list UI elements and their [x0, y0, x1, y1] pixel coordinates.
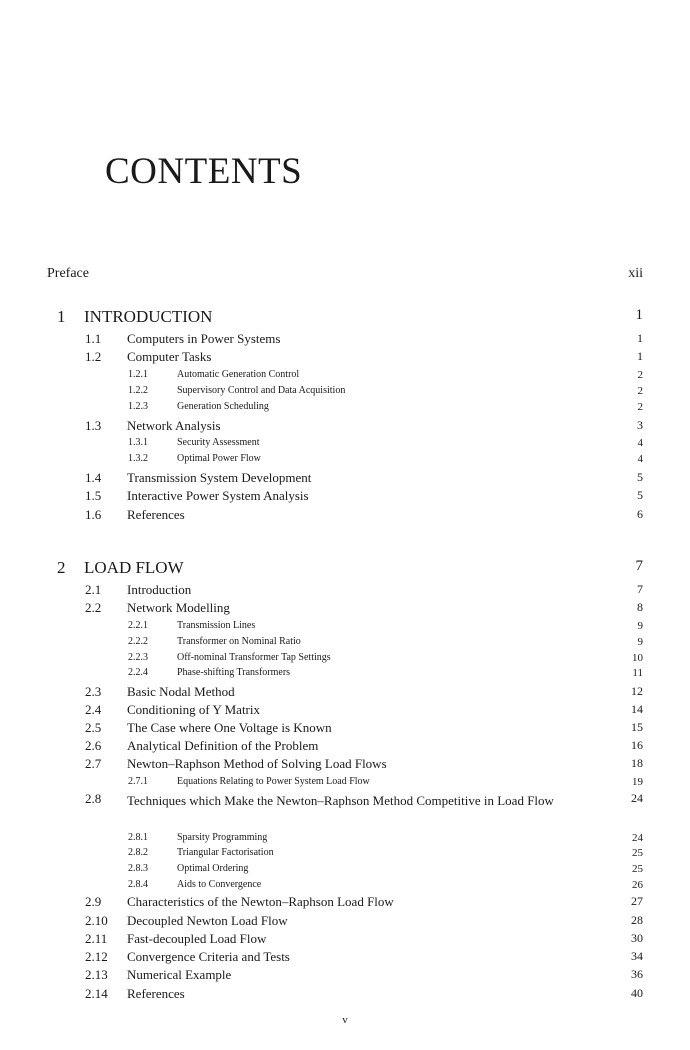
toc-entry-number: 2.8.3	[128, 863, 148, 874]
toc-entry-number: 2.12	[85, 949, 108, 964]
toc-entry-page: 9	[637, 620, 643, 632]
toc-entry-page: 1	[637, 349, 643, 363]
toc-entry-label: References	[127, 986, 185, 1001]
chapter-title: LOAD FLOW	[84, 558, 184, 577]
toc-entry-label: Network Modelling	[127, 600, 230, 615]
toc-entry-page: 1	[637, 331, 643, 345]
toc-entry-number: 2.3	[85, 684, 102, 699]
toc-entry-label: Decoupled Newton Load Flow	[127, 913, 288, 928]
toc-entry-number: 1.3.2	[128, 453, 148, 464]
toc-entry-number: 2.4	[85, 702, 102, 717]
toc-entry-number: 2.14	[85, 986, 108, 1001]
toc-entry-page: 5	[637, 470, 643, 484]
chapter-title: INTRODUCTION	[84, 307, 213, 326]
toc-entry-page: xii	[628, 266, 643, 281]
toc-entry-page: 19	[632, 776, 643, 788]
toc-entry-number: 2.2	[85, 600, 102, 615]
toc-entry-number: 1.1	[85, 331, 102, 346]
toc-entry-label: Preface	[47, 266, 89, 281]
toc-entry-label: Techniques which Make the Newton–Raphson Method Competitive in Load Flow	[127, 793, 554, 808]
toc-entry-number: 2.5	[85, 720, 102, 735]
toc-entry-page: 14	[631, 702, 643, 716]
toc-entry-number: 1.3	[85, 418, 102, 433]
toc-entry-label: Numerical Example	[127, 967, 232, 982]
toc-entry-number: 2.2.4	[128, 667, 148, 678]
toc-entry-number: 2.8.4	[128, 879, 148, 890]
toc-entry-label: Aids to Convergence	[177, 879, 262, 890]
toc-entry-label: Network Analysis	[127, 418, 221, 433]
page-title: CONTENTS	[105, 151, 303, 192]
toc-entry-label: Interactive Power System Analysis	[127, 488, 309, 503]
toc-entry-label: Fast-decoupled Load Flow	[127, 931, 267, 946]
toc-entry-number: 2.8	[85, 791, 102, 806]
toc-entry-label: Triangular Factorisation	[177, 847, 274, 858]
toc-entry-label: Transformer on Nominal Ratio	[177, 636, 301, 647]
toc-entry-number: 2.8.1	[128, 832, 148, 843]
toc-entry-number: 2.1	[85, 582, 102, 597]
toc-entry-label: Transmission System Development	[127, 470, 312, 485]
toc-entry-page: 9	[637, 636, 643, 648]
toc-entry-number: 2.2.3	[128, 652, 148, 663]
toc-entry-number: 1.2	[85, 349, 102, 364]
toc-entry-page: 4	[637, 437, 643, 449]
toc-entry-page: 16	[631, 738, 643, 752]
toc-entry-label: Generation Scheduling	[177, 401, 269, 412]
toc-entry-label: Equations Relating to Power System Load Flow	[177, 776, 370, 787]
toc-entry-label: Optimal Ordering	[177, 863, 249, 874]
toc-entry-page: 30	[631, 931, 643, 945]
page-number: v	[342, 1014, 348, 1026]
toc-entry-label: Security Assessment	[177, 437, 260, 448]
toc-entry-page: 34	[631, 949, 643, 963]
toc-entry-page: 36	[631, 967, 643, 981]
toc-entry-number: 1.2.2	[128, 385, 148, 396]
toc-entry-page: 2	[637, 401, 643, 413]
toc-entry-page: 15	[631, 720, 643, 734]
toc-entry-number: 1.5	[85, 488, 102, 503]
toc-entry-label: Introduction	[127, 582, 192, 597]
toc-entry-page: 2	[637, 385, 643, 397]
toc-entry-label: Optimal Power Flow	[177, 453, 261, 464]
toc-entry-page: 18	[631, 756, 643, 770]
toc-entry-page: 24	[632, 832, 643, 844]
toc-entry-label: Sparsity Programming	[177, 832, 268, 843]
toc-entry-page: 40	[631, 986, 643, 1000]
toc-entry-label: References	[127, 507, 185, 522]
toc-entry-label: Automatic Generation Control	[177, 369, 300, 380]
toc-entry-page: 24	[631, 791, 643, 805]
toc-entry-label: Conditioning of Y Matrix	[127, 702, 261, 717]
chapter-number: 2	[57, 558, 66, 577]
chapter-number: 1	[57, 307, 66, 326]
toc-entry-page: 10	[632, 652, 643, 664]
toc-entry-number: 2.8.2	[128, 847, 148, 858]
toc-entry-number: 2.10	[85, 913, 108, 928]
toc-entry-page: 28	[631, 913, 643, 927]
toc-entry-number: 2.6	[85, 738, 102, 753]
toc-entry-number: 2.2.2	[128, 636, 148, 647]
toc-entry-label: Convergence Criteria and Tests	[127, 949, 290, 964]
toc-entry-label: Phase-shifting Transformers	[177, 667, 291, 678]
toc-entry-page: 26	[632, 879, 643, 891]
toc-entry-label: Supervisory Control and Data Acquisition	[177, 385, 346, 396]
toc-entry-page: 5	[637, 488, 643, 502]
toc-entry-label: Analytical Definition of the Problem	[127, 738, 319, 753]
toc-entry-page: 25	[632, 863, 643, 875]
toc-entry-page: 7	[637, 582, 643, 596]
toc-entry-number: 1.3.1	[128, 437, 148, 448]
toc-entry-label: Transmission Lines	[177, 620, 256, 631]
toc-entry-page: 8	[637, 600, 643, 614]
toc-entry-page: 11	[632, 667, 643, 679]
toc-entry-number: 1.2.3	[128, 401, 148, 412]
toc-entry-label: Newton–Raphson Method of Solving Load Flows	[127, 756, 387, 771]
toc-entry-number: 2.2.1	[128, 620, 148, 631]
toc-entry-page: 2	[637, 369, 643, 381]
toc-entry-label: Characteristics of the Newton–Raphson Load Flow	[127, 894, 394, 909]
toc-entry-number: 2.7	[85, 756, 102, 771]
toc-entry-label: The Case where One Voltage is Known	[127, 720, 332, 735]
toc-entry-page: 25	[632, 847, 643, 859]
toc-entry-number: 1.2.1	[128, 369, 148, 380]
toc-entry-number: 2.11	[85, 931, 108, 946]
chapter-page: 7	[635, 558, 643, 574]
toc-entry-label: Basic Nodal Method	[127, 684, 235, 699]
chapter-page: 1	[635, 307, 643, 323]
toc-entry-page: 3	[637, 418, 643, 432]
toc-entry-number: 1.4	[85, 470, 102, 485]
toc-entry-number: 2.7.1	[128, 776, 148, 787]
toc-entry-page: 6	[637, 507, 643, 521]
toc-entry-label: Off-nominal Transformer Tap Settings	[177, 652, 331, 663]
toc-entry-page: 27	[631, 894, 643, 908]
toc-entry-page: 12	[631, 684, 643, 698]
toc-entry-number: 2.9	[85, 894, 102, 909]
toc-entry-label: Computers in Power Systems	[127, 331, 281, 346]
toc-entry-number: 1.6	[85, 507, 102, 522]
toc-entry-number: 2.13	[85, 967, 108, 982]
toc-entry-label: Computer Tasks	[127, 349, 212, 364]
toc-entry-page: 4	[637, 453, 643, 465]
